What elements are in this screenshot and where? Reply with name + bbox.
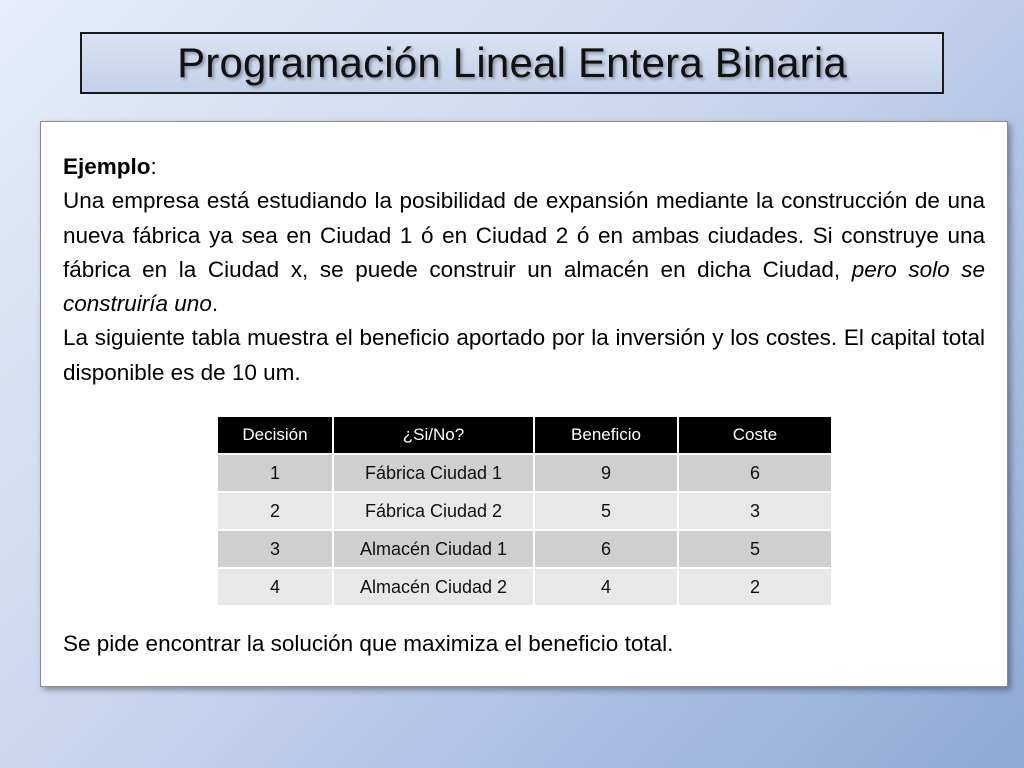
table-row	[218, 454, 831, 492]
header-coste: Coste	[678, 417, 831, 454]
paragraph-2: La siguiente tabla muestra el beneficio aportado por la inversión y los costes. El capital total disponible es de 10 um.	[63, 325, 985, 385]
cell-decision: 3	[218, 530, 333, 568]
example-text	[63, 150, 985, 390]
cell-beneficio: 6	[534, 530, 678, 568]
header-si-no: ¿Si/No?	[333, 417, 534, 454]
cell-coste: 5	[678, 530, 831, 568]
cell-beneficio: 4	[534, 568, 678, 605]
content-box	[40, 121, 1008, 687]
cell-beneficio: 5	[534, 492, 678, 530]
title-box	[80, 32, 944, 94]
paragraph-1	[63, 184, 985, 321]
paragraph-1-text: Una empresa está estudiando la posibilidad de expansión mediante la construcción de una nueva fábrica ya sea en Ciudad 1 ó en Ciudad 2 ó en ambas ciudades. Si construye una fábrica en la Ciudad x, se puede construir un almacén en dicha Ciudad,	[63, 188, 985, 282]
cell-beneficio: 9	[534, 454, 678, 492]
cell-coste: 6	[678, 454, 831, 492]
cell-option: Almacén Ciudad 1	[333, 530, 534, 568]
cell-decision: 1	[218, 454, 333, 492]
example-label: Ejemplo	[63, 154, 151, 179]
cell-decision: 2	[218, 492, 333, 530]
paragraph-1-end: .	[211, 291, 219, 317]
cell-decision: 4	[218, 568, 333, 605]
example-colon: :	[150, 154, 157, 179]
table-row	[218, 568, 831, 605]
data-table	[218, 417, 831, 605]
cell-option: Fábrica Ciudad 2	[333, 492, 534, 530]
cell-option: Fábrica Ciudad 1	[333, 454, 534, 492]
header-beneficio: Beneficio	[534, 417, 678, 454]
header-decision: Decisión	[218, 417, 333, 454]
closing-text: Se pide encontrar la solución que maximiza el beneficio total.	[63, 631, 674, 656]
table-header-row	[218, 417, 831, 454]
table-row	[218, 492, 831, 530]
table-row	[218, 530, 831, 568]
cell-option: Almacén Ciudad 2	[333, 568, 534, 605]
cell-coste: 3	[678, 492, 831, 530]
slide-title: Programación Lineal Entera Binaria	[177, 39, 847, 86]
cell-coste: 2	[678, 568, 831, 605]
paragraph-1-italic: pero solo se construiría uno	[63, 256, 986, 317]
example-heading	[63, 150, 985, 184]
